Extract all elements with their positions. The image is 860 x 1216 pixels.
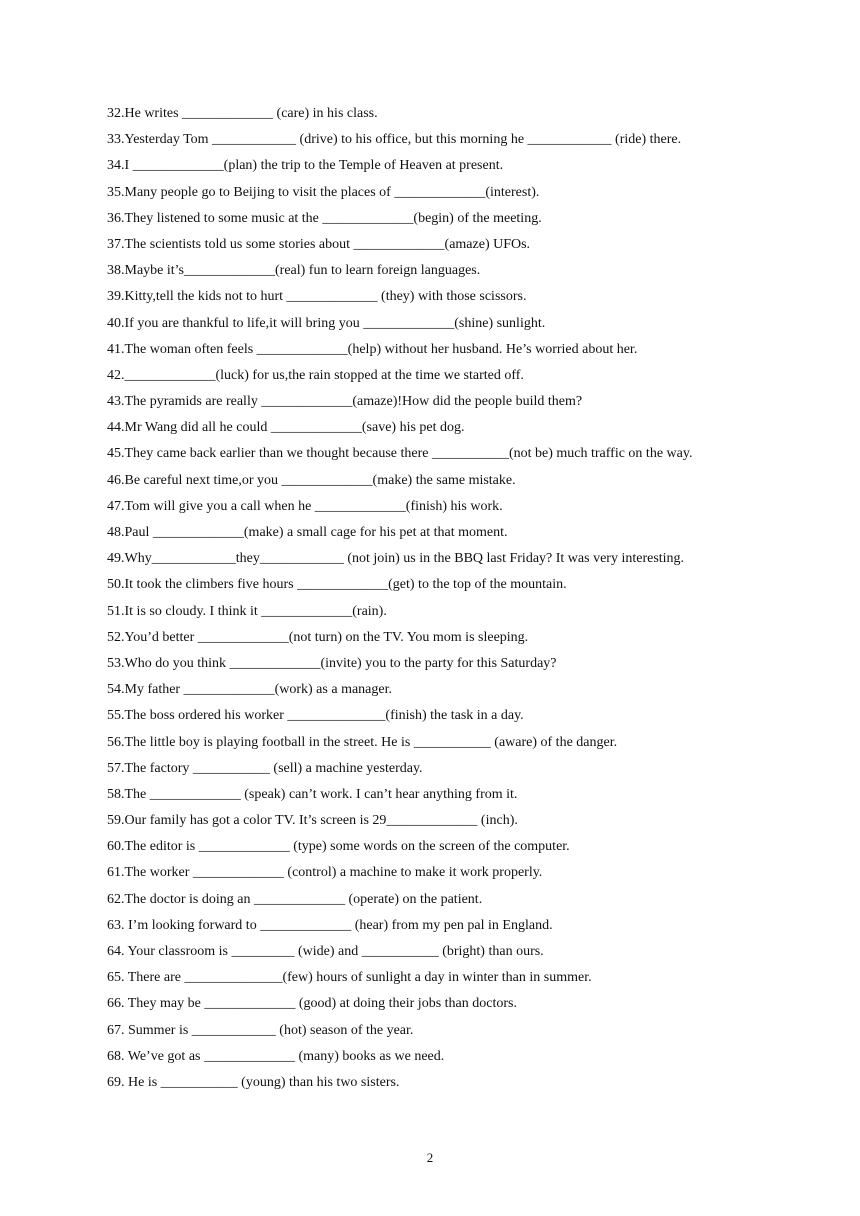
exercise-line: 51.It is so cloudy. I think it _____________(rain). xyxy=(107,603,387,619)
exercise-line: 53.Who do you think _____________(invite) you to the party for this Saturday? xyxy=(107,655,557,671)
exercise-line: 39.Kitty,tell the kids not to hurt _____________ (they) with those scissors. xyxy=(107,289,527,305)
exercise-line: 63. I’m looking forward to _____________ (hear) from my pen pal in England. xyxy=(107,917,553,933)
exercise-line: 34.I _____________(plan) the trip to the Temple of Heaven at present. xyxy=(107,158,504,174)
exercise-line: 45.They came back earlier than we thought because there ___________(not be) much traffic on the way. xyxy=(107,446,693,462)
exercise-line: 62.The doctor is doing an _____________ (operate) on the patient. xyxy=(107,891,483,907)
exercise-line: 42._____________(luck) for us,the rain stopped at the time we started off. xyxy=(107,367,524,383)
exercise-line: 57.The factory ___________ (sell) a machine yesterday. xyxy=(107,760,423,776)
exercise-line: 67. Summer is ____________ (hot) season of the year. xyxy=(107,1022,414,1038)
exercise-line: 40.If you are thankful to life,it will bring you _____________(shine) sunlight. xyxy=(107,315,546,331)
page-number: 2 xyxy=(426,1150,434,1165)
exercise-line: 35.Many people go to Beijing to visit the places of _____________(interest). xyxy=(107,184,540,200)
exercise-line: 69. He is ___________ (young) than his two sisters. xyxy=(107,1074,400,1090)
exercise-line: 56.The little boy is playing football in the street. He is ___________ (aware) of the danger. xyxy=(107,734,618,750)
exercise-line: 66. They may be _____________ (good) at doing their jobs than doctors. xyxy=(107,996,517,1012)
exercise-line: 64. Your classroom is _________ (wide) and ___________ (bright) than ours. xyxy=(107,944,544,959)
exercise-line: 37.The scientists told us some stories about _____________(amaze) UFOs. xyxy=(107,236,531,252)
exercise-line: 58.The _____________ (speak) can’t work. I can’t hear anything from it. xyxy=(107,786,518,802)
exercise-line: 59.Our family has got a color TV. It’s screen is 29_____________ (inch). xyxy=(107,813,518,829)
exercise-line: 46.Be careful next time,or you _____________(make) the same mistake. xyxy=(107,472,516,488)
exercise-line: 48.Paul _____________(make) a small cage for his pet at that moment. xyxy=(107,525,508,540)
exercise-line: 61.The worker _____________ (control) a machine to make it work properly. xyxy=(107,865,543,881)
exercise-line: 65. There are ______________(few) hours of sunlight a day in winter than in summer. xyxy=(107,970,592,986)
exercise-line: 33.Yesterday Tom ____________ (drive) to his office, but this morning he ____________ (ride) there. xyxy=(107,132,682,148)
exercise-line: 44.Mr Wang did all he could _____________(save) his pet dog. xyxy=(107,420,465,436)
exercise-line: 47.Tom will give you a call when he _____________(finish) his work. xyxy=(107,498,503,514)
exercise-line: 38.Maybe it’s_____________(real) fun to learn foreign languages. xyxy=(107,263,481,279)
exercise-line: 49.Why____________they____________ (not join) us in the BBQ last Friday? It was very interesting. xyxy=(107,551,685,567)
exercise-line: 68. We’ve got as _____________ (many) books as we need. xyxy=(107,1048,445,1064)
exercise-line: 55.The boss ordered his worker ______________(finish) the task in a day. xyxy=(107,708,524,724)
exercise-line: 54.My father _____________(work) as a manager. xyxy=(107,682,392,698)
exercise-line: 60.The editor is _____________ (type) some words on the screen of the computer. xyxy=(107,839,570,855)
exercise-line: 52.You’d better _____________(not turn) on the TV. You mom is sleeping. xyxy=(107,629,529,645)
exercise-line: 50.It took the climbers five hours _____________(get) to the top of the mountain. xyxy=(107,577,567,593)
exercise-line: 43.The pyramids are really _____________(amaze)!How did the people build them? xyxy=(107,394,583,410)
exercise-line: 41.The woman often feels _____________(help) without her husband. He’s worried about her. xyxy=(107,341,638,357)
exercise-line: 36.They listened to some music at the _____________(begin) of the meeting. xyxy=(107,210,542,226)
exercise-line: 32.He writes _____________ (care) in his class. xyxy=(107,106,378,121)
exercise-list xyxy=(107,103,807,1098)
